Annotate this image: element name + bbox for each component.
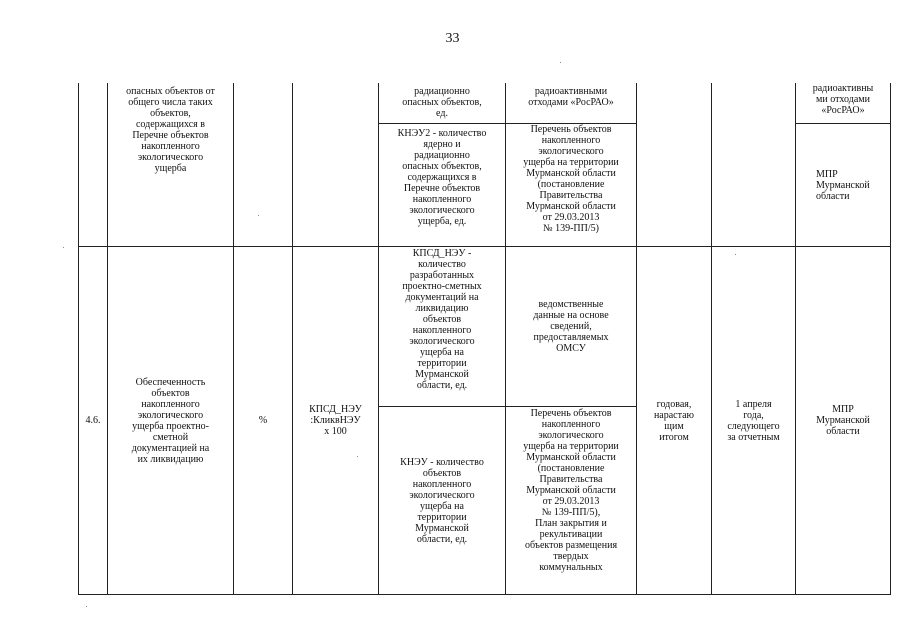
row2-responsible: МПР Мурманской области — [816, 404, 870, 437]
col-border-9 — [890, 83, 891, 595]
row2-indicator-name: Обеспеченность объектов накопленного экологического ущерба проектно- сметной документацией на их ликвидацию — [131, 376, 210, 465]
row1-col9a-text: радиоактивны ми отходами «РосРАО» — [812, 83, 874, 116]
scan-speck — [560, 62, 561, 63]
scan-speck — [63, 247, 64, 248]
row1-col9b-text: МПР Мурманской области — [816, 168, 870, 202]
row2-col6b-text: Перечень объектов накопленного экологического ущерба на территории Мурманской области (постановление Правительства Мурманской области от 29.03.2013 № 139-ПП/5), План закрытия и рекультивации объектов размещения твердых коммунальных — [523, 408, 619, 573]
row1-col6b-text: Перечень объектов накопленного экологического ущерба на территории Мурманской области (постановление Правительства Мурманской области от 29.03.2013 № 139-ПП/5) — [523, 124, 619, 234]
row2-col5a-text: КПСД_НЭУ - количество разработанных проектно-сметных документаций на ликвидацию объектов накопленного экологического ущерба на территории Мурманской области, ед. — [402, 248, 482, 391]
scan-speck — [258, 215, 259, 216]
row1-col6a-text: радиоактивными отходами «РосРАО» — [528, 86, 614, 108]
row2-number: 4.6. — [85, 415, 101, 426]
scan-speck — [735, 254, 736, 255]
row1-indicator-text: опасных объектов от общего числа таких объектов, содержащихся в Перечне объектов накопленного экологического ущерба — [126, 86, 215, 174]
table-bottom-border — [78, 594, 891, 595]
row2-deadline: 1 апреля года, следующего за отчетным — [727, 398, 780, 443]
row2-formula: КПСД_НЭУ :КликвНЭУ x 100 — [309, 404, 362, 437]
row1-col5a-text: радиационно опасных объектов, ед. — [402, 86, 482, 119]
row2-unit: % — [258, 415, 268, 426]
row2-col5b-text: КНЭУ - количество объектов накопленного экологического ущерба на территории Мурманской области, ед. — [400, 456, 484, 545]
scan-speck — [357, 456, 358, 457]
row1-col5b-text: КНЭУ2 - количество ядерно и радиационно опасных объектов, содержащихся в Перечне объектов накопленного экологического ущерба, ед. — [397, 128, 487, 227]
scan-speck — [86, 606, 87, 607]
row2-periodicity: годовая, нарастаю щим итогом — [653, 398, 695, 443]
page-number: 33 — [445, 31, 460, 46]
row2-col6a-text: ведомственные данные на основе сведений, предоставляемых ОМСУ — [533, 299, 609, 354]
